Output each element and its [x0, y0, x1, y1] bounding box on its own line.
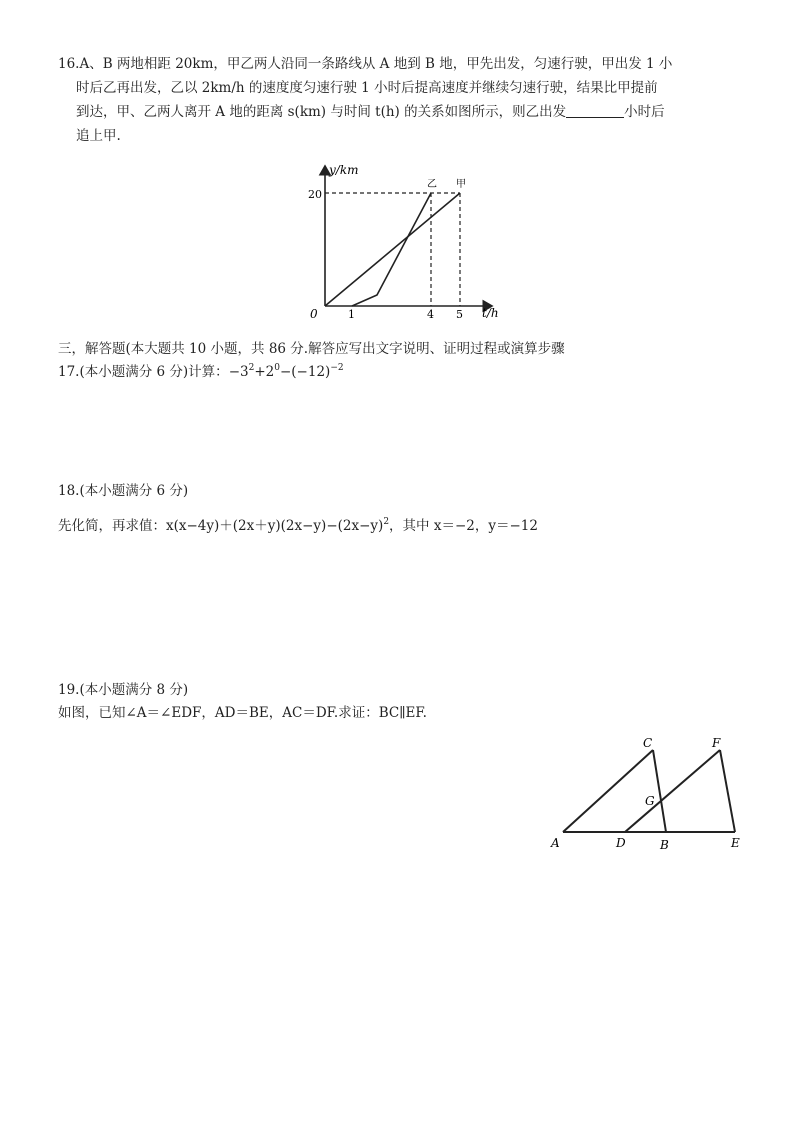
triangle-figure	[545, 733, 750, 855]
point-F-label: F	[712, 736, 721, 750]
q18-title: 18.(本小题满分 6 分)	[58, 483, 189, 499]
point-G-label: G	[645, 794, 655, 808]
section-3-heading: 三，解答题(本大题共 10 小题，共 86 分.解答应写出文字说明、证明过程或演算步骤	[58, 341, 565, 357]
q18-body	[58, 516, 538, 536]
jia-line	[325, 193, 460, 306]
point-C-label: C	[643, 736, 653, 750]
y-tick-20: 20	[308, 188, 322, 201]
x-tick-4: 4	[427, 308, 434, 321]
q16-line-1: 16.A、B 两地相距 20km，甲乙两人沿同一条路线从 A 地到 B 地，甲先出发，匀速行驶，甲出发 1 小	[58, 56, 673, 72]
jia-label: 甲	[456, 179, 466, 190]
q17-exp-c: −2	[330, 363, 344, 373]
yi-label: 乙	[427, 179, 437, 190]
q16-line-2: 时后乙再出发，乙以 2km/h 的速度度匀速行驶 1 小时后提高速度并继续匀速行驶，结果比甲提前	[76, 80, 658, 96]
q18-body-a: 先化简，再求值：x(x−4y)＋(2x＋y)(2x−y)−(2x−y)	[58, 518, 384, 534]
q17-term-c: −(−12)	[279, 364, 331, 380]
x-tick-5: 5	[456, 308, 463, 321]
segment-CB	[653, 750, 666, 832]
q16-line-3-tail: 小时后	[624, 104, 665, 120]
point-D-label: D	[616, 836, 626, 850]
q17-exp-b: 0	[274, 363, 280, 373]
q18-exp: 2	[383, 517, 390, 527]
q16-line-3-text: 到达，甲、乙两人离开 A 地的距离 s(km) 与时间 t(h) 的关系如图所示，则乙出发	[76, 104, 567, 120]
segment-FE	[720, 750, 735, 832]
q17-prefix: 17.(本小题满分 6 分)计算：	[58, 364, 229, 380]
x-tick-1: 1	[348, 308, 355, 321]
q16-line-3	[76, 102, 665, 122]
point-A-label: A	[551, 836, 560, 850]
origin-label: 0	[310, 307, 318, 321]
y-axis-label: y/km	[329, 163, 359, 177]
q17-exp-a: 2	[248, 363, 255, 373]
q16-line-4: 追上甲.	[76, 128, 121, 144]
x-axis-label: t/h	[482, 306, 499, 320]
distance-time-graph	[300, 160, 500, 322]
q17-term-a: −3	[228, 364, 249, 380]
q17-term-b: +2	[254, 364, 275, 380]
q17-line	[58, 362, 344, 382]
answer-blank	[566, 103, 624, 118]
q19-body: 如图，已知∠A＝∠EDF，AD＝BE，AC＝DF.求证：BC∥EF.	[58, 705, 427, 721]
point-E-label: E	[731, 836, 740, 850]
point-B-label: B	[660, 838, 669, 852]
q18-body-b: ，其中 x＝−2，y＝−12	[389, 518, 538, 534]
q19-title: 19.(本小题满分 8 分)	[58, 682, 189, 698]
